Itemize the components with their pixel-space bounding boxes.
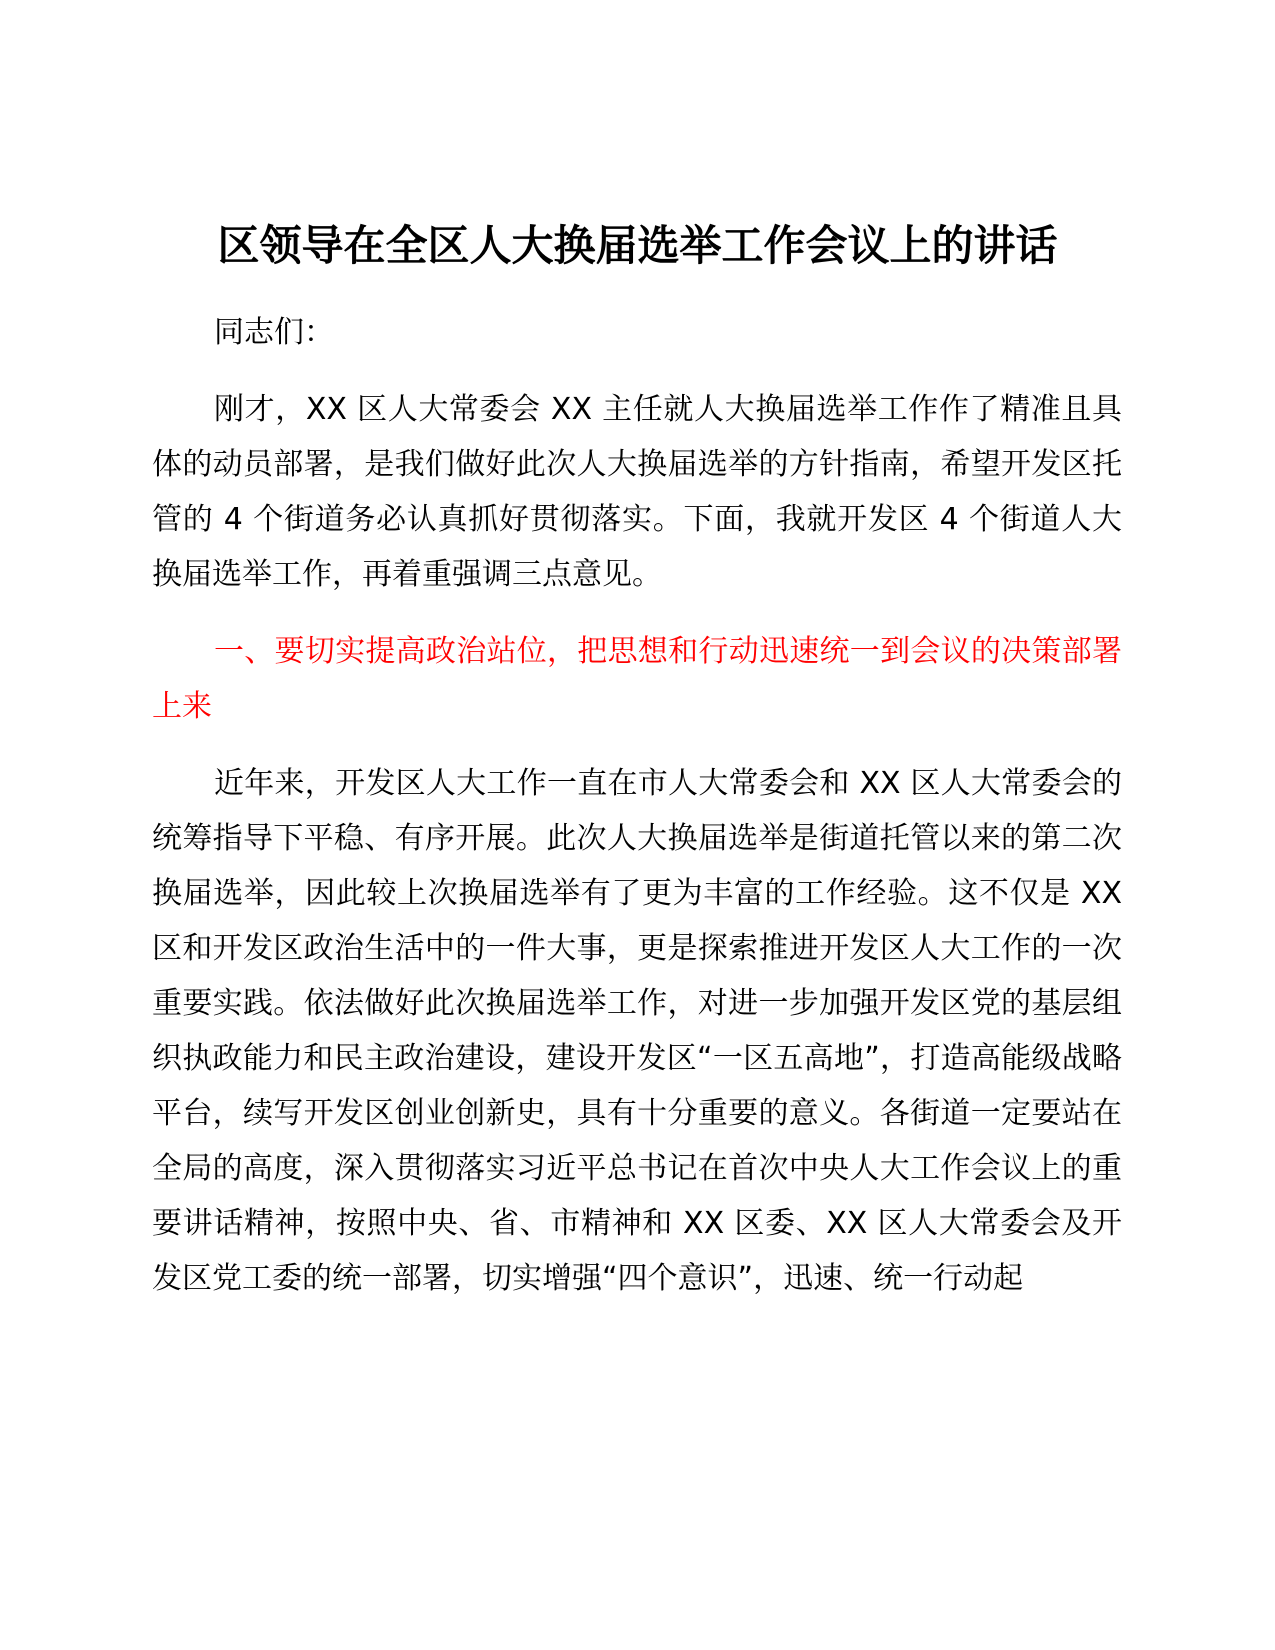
document-title: 区领导在全区人大换届选举工作会议上的讲话 [217, 221, 1058, 270]
intro-paragraph: 刚才，XX 区人大常委会 XX 主任就人大换届选举工作作了精准且具体的动员部署，是我们做好此次人大换届选举的方针指南，希望开发区托管的 4 个街道务必认真抓好贯彻落实。下面，我就开发区 4 个街道人大换届选举工作，再着重强调三点意见。 [152, 392, 1122, 592]
document-body [152, 305, 1122, 1306]
salutation-paragraph: 同志们： [214, 315, 334, 350]
section-body-1: 近年来，开发区人大工作一直在市人大常委会和 XX 区人大常委会的统筹指导下平稳、有序开展。此次人大换届选举是街道托管以来的第二次换届选举，因此较上次换届选举有了更为丰富的工作经验。这不仅是 XX 区和开发区政治生活中的一件大事，更是探索推进开发区人大工作的一次重要实践。依法做好此次换届选举工作，对进一步加强开发区党的基层组织执政能力和民主政治建设，建设开发区“一区五高地”，打造高能级战略平台，续写开发区创业创新史，具有十分重要的意义。各街道一定要站在全局的高度，深入贯彻落实习近平总书记在首次中央人大工作会议上的重要讲话精神，按照中央、省、市精神和 XX 区委、XX 区人大常委会及开发区党工委的统一部署，切实增强“四个意识”，迅速、统一行动起 [152, 766, 1122, 1296]
section-heading-1: 一、要切实提高政治站位，把思想和行动迅速统一到会议的决策部署上来 [152, 634, 1122, 724]
